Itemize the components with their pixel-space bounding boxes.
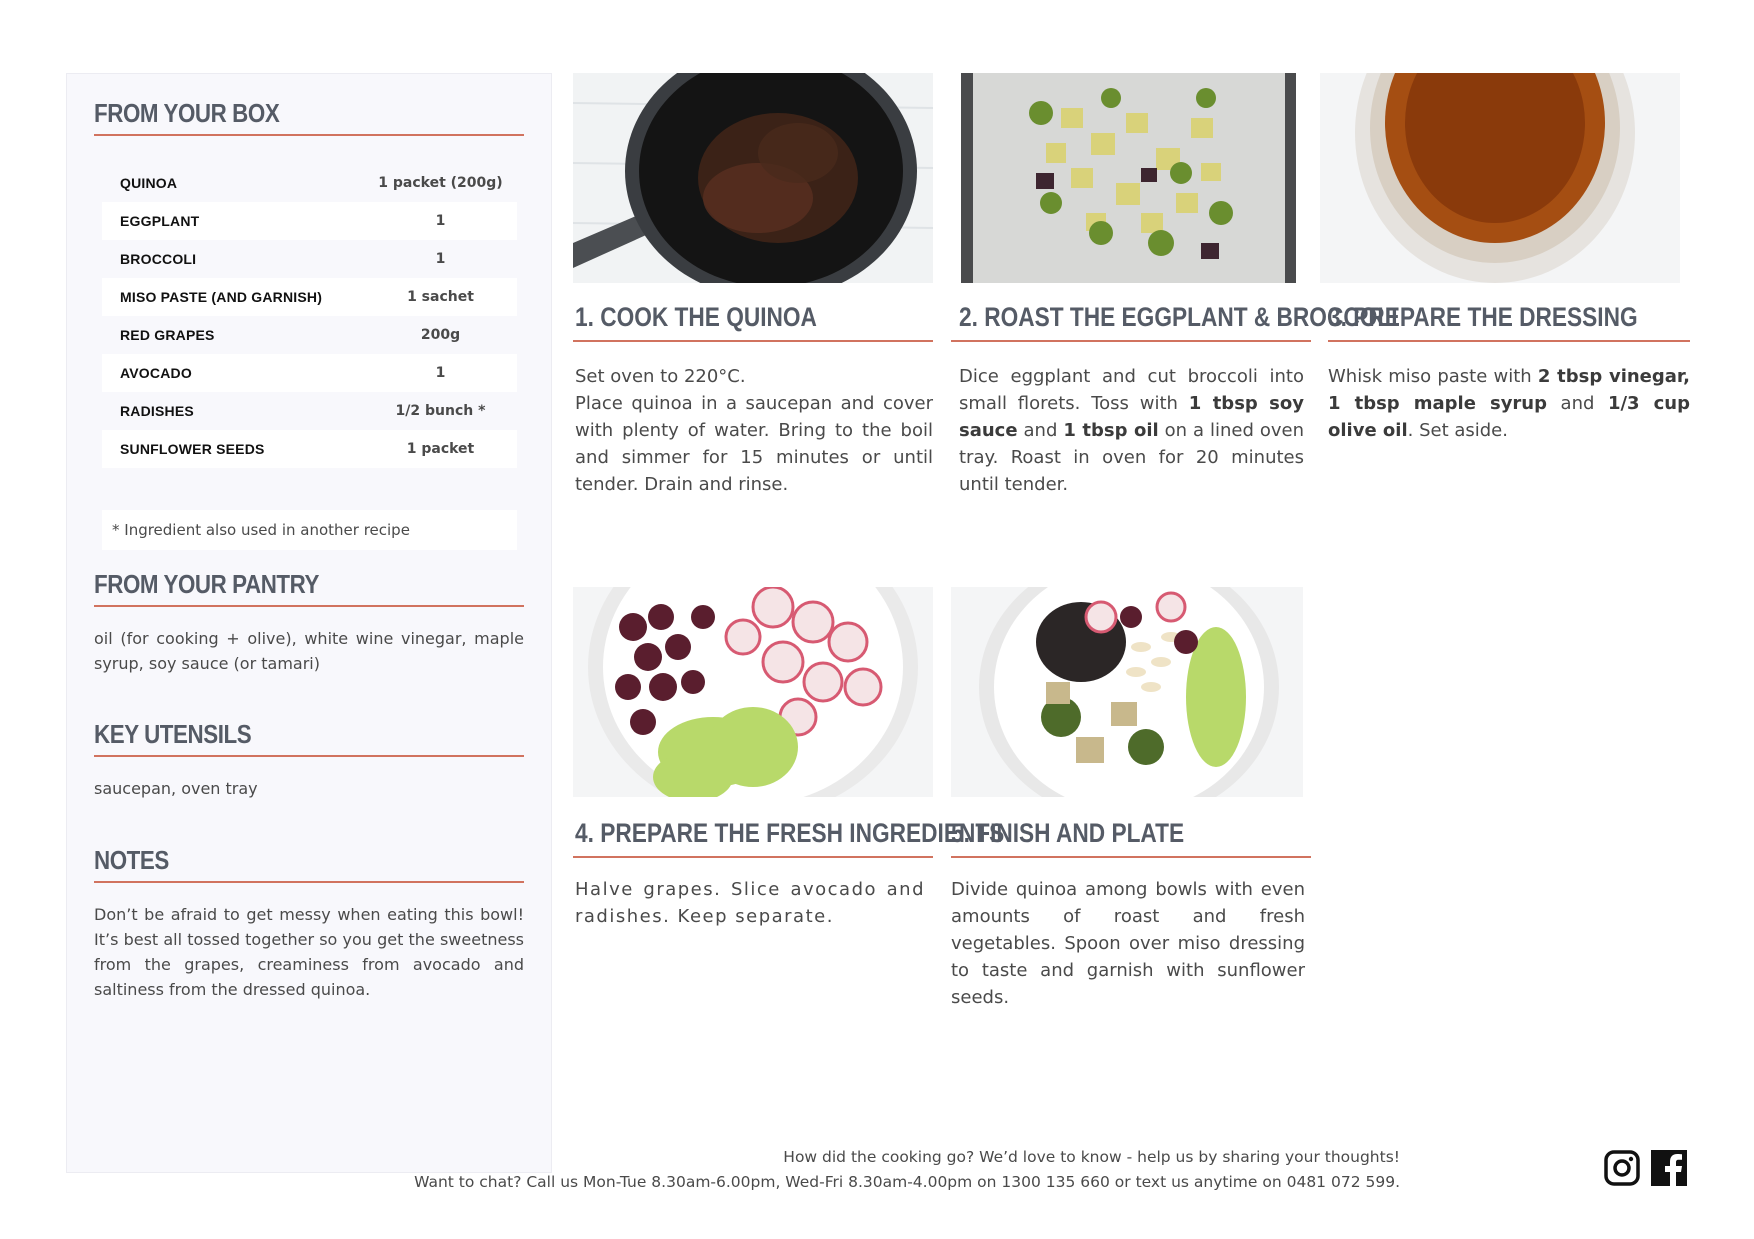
- step-3-quantity-olive-oil: 1/3 cup olive oil: [1328, 393, 1690, 441]
- from-your-pantry-title: FROM YOUR PANTRY: [94, 569, 320, 599]
- ingredient-qty: 1 packet: [406, 441, 475, 457]
- step-2-text: [959, 363, 1304, 498]
- key-utensils-title: KEY UTENSILS: [94, 719, 252, 749]
- step-4-title: 4. PREPARE THE FRESH INGREDIENTS: [575, 818, 1005, 848]
- from-your-box-title: FROM YOUR BOX: [94, 98, 280, 128]
- ingredient-row: [102, 278, 517, 316]
- finished-bowl-photo: [951, 587, 1303, 797]
- ingredient-name: SUNFLOWER SEEDS: [120, 441, 265, 457]
- ingredient-qty: 1 sachet: [407, 289, 474, 305]
- step-2-text-b: and: [1017, 420, 1064, 441]
- ingredient-name: BROCCOLI: [120, 251, 197, 267]
- notes-text: Don’t be afraid to get messy when eating this bowl! It’s best all tossed together so you get the sweetness from the grapes, creaminess from avocado and saltiness from the dressed quinoa.: [94, 905, 524, 999]
- contact-text: Want to chat? Call us Mon-Tue 8.30am-6.00pm, Wed-Fri 8.30am-4.00pm on 1300 135 660 or text us anytime on 0481 072 599.: [414, 1173, 1400, 1191]
- section-divider: [94, 755, 524, 757]
- step-2-text-a: Dice eggplant and cut broccoli into small florets. Toss with: [959, 366, 1304, 414]
- step-2-quantity-soy: 1 tbsp soy sauce: [959, 393, 1304, 441]
- step-divider: [951, 340, 1311, 342]
- step-divider: [573, 340, 933, 342]
- step-3-text-a: Whisk miso paste with: [1328, 366, 1538, 387]
- step-divider: [1328, 340, 1690, 342]
- instagram-icon[interactable]: [1604, 1150, 1640, 1186]
- ingredient-name: QUINOA: [120, 175, 178, 191]
- ingredient-qty: 1 packet (200g): [378, 175, 503, 191]
- utensils-text: saucepan, oven tray: [94, 779, 258, 798]
- notes-title: NOTES: [94, 845, 169, 875]
- ingredient-row: [102, 392, 517, 430]
- step-2-title: 2. ROAST THE EGGPLANT & BROCCOLI: [959, 302, 1398, 332]
- ingredient-name: RED GRAPES: [120, 327, 215, 343]
- step-4-text: Halve grapes. Slice avocado and radishes. Keep separate.: [575, 879, 925, 927]
- ingredient-row: [102, 316, 517, 354]
- step-3-quantity-vinegar-syrup: 2 tbsp vinegar, 1 tbsp maple syrup: [1328, 366, 1690, 414]
- step-3-text: [1328, 363, 1690, 444]
- ingredient-name: EGGPLANT: [120, 213, 200, 229]
- fresh-ingredients-bowl-photo: [573, 587, 933, 797]
- step-5-title: 5. FINISH AND PLATE: [951, 818, 1185, 848]
- ingredients-table: [102, 164, 517, 468]
- ingredient-footnote: * Ingredient also used in another recipe: [102, 510, 517, 550]
- step-3-text-c: . Set aside.: [1407, 420, 1508, 441]
- ingredients-panel: [66, 73, 552, 1173]
- step-5-text: Divide quinoa among bowls with even amounts of roast and fresh vegetables. Spoon over miso dressing to taste and garnish with sunflower seeds.: [951, 879, 1305, 1008]
- section-divider: [94, 134, 524, 136]
- step-divider: [951, 856, 1311, 858]
- ingredient-qty: 1/2 bunch *: [395, 403, 486, 419]
- ingredient-row: [102, 164, 517, 202]
- ingredient-name: MISO PASTE (AND GARNISH): [120, 289, 323, 305]
- ingredient-row: [102, 240, 517, 278]
- step-3-text-b: and: [1547, 393, 1608, 414]
- ingredient-row: [102, 430, 517, 468]
- ingredient-name: AVOCADO: [120, 365, 192, 381]
- section-divider: [94, 605, 524, 607]
- step-1-line-1: Set oven to 220°C.: [575, 366, 746, 387]
- pantry-text: oil (for cooking + olive), white wine vinegar, maple syrup, soy sauce (or tamari): [94, 629, 524, 673]
- step-3-title: 3. PREPARE THE DRESSING: [1328, 302, 1638, 332]
- step-2-text-c: on a lined oven tray. Roast in oven for 20 minutes until tender.: [959, 420, 1304, 495]
- section-divider: [94, 881, 524, 883]
- ingredient-qty: 200g: [420, 327, 461, 343]
- step-2-quantity-oil: 1 tbsp oil: [1063, 420, 1159, 441]
- ingredient-row: [102, 354, 517, 392]
- feedback-text: How did the cooking go? We’d love to know - help us by sharing your thoughts!: [783, 1148, 1400, 1166]
- ingredient-qty: 1: [435, 365, 446, 381]
- ingredient-name: RADISHES: [120, 403, 194, 419]
- miso-dressing-bowl-photo: [1320, 73, 1680, 283]
- facebook-icon[interactable]: [1651, 1150, 1687, 1186]
- ingredient-row: [102, 202, 517, 240]
- step-1-line-2: Place quinoa in a saucepan and cover with plenty of water. Bring to the boil and simmer for 15 minutes or until tender. Drain and rinse.: [575, 393, 933, 495]
- roast-vegetables-tray-photo: [951, 73, 1303, 283]
- ingredient-qty: 1: [435, 251, 446, 267]
- step-1-text: [575, 363, 933, 498]
- ingredient-qty: 1: [435, 213, 446, 229]
- step-1-title: 1. COOK THE QUINOA: [575, 302, 817, 332]
- quinoa-saucepan-photo: [573, 73, 933, 283]
- step-divider: [573, 856, 933, 858]
